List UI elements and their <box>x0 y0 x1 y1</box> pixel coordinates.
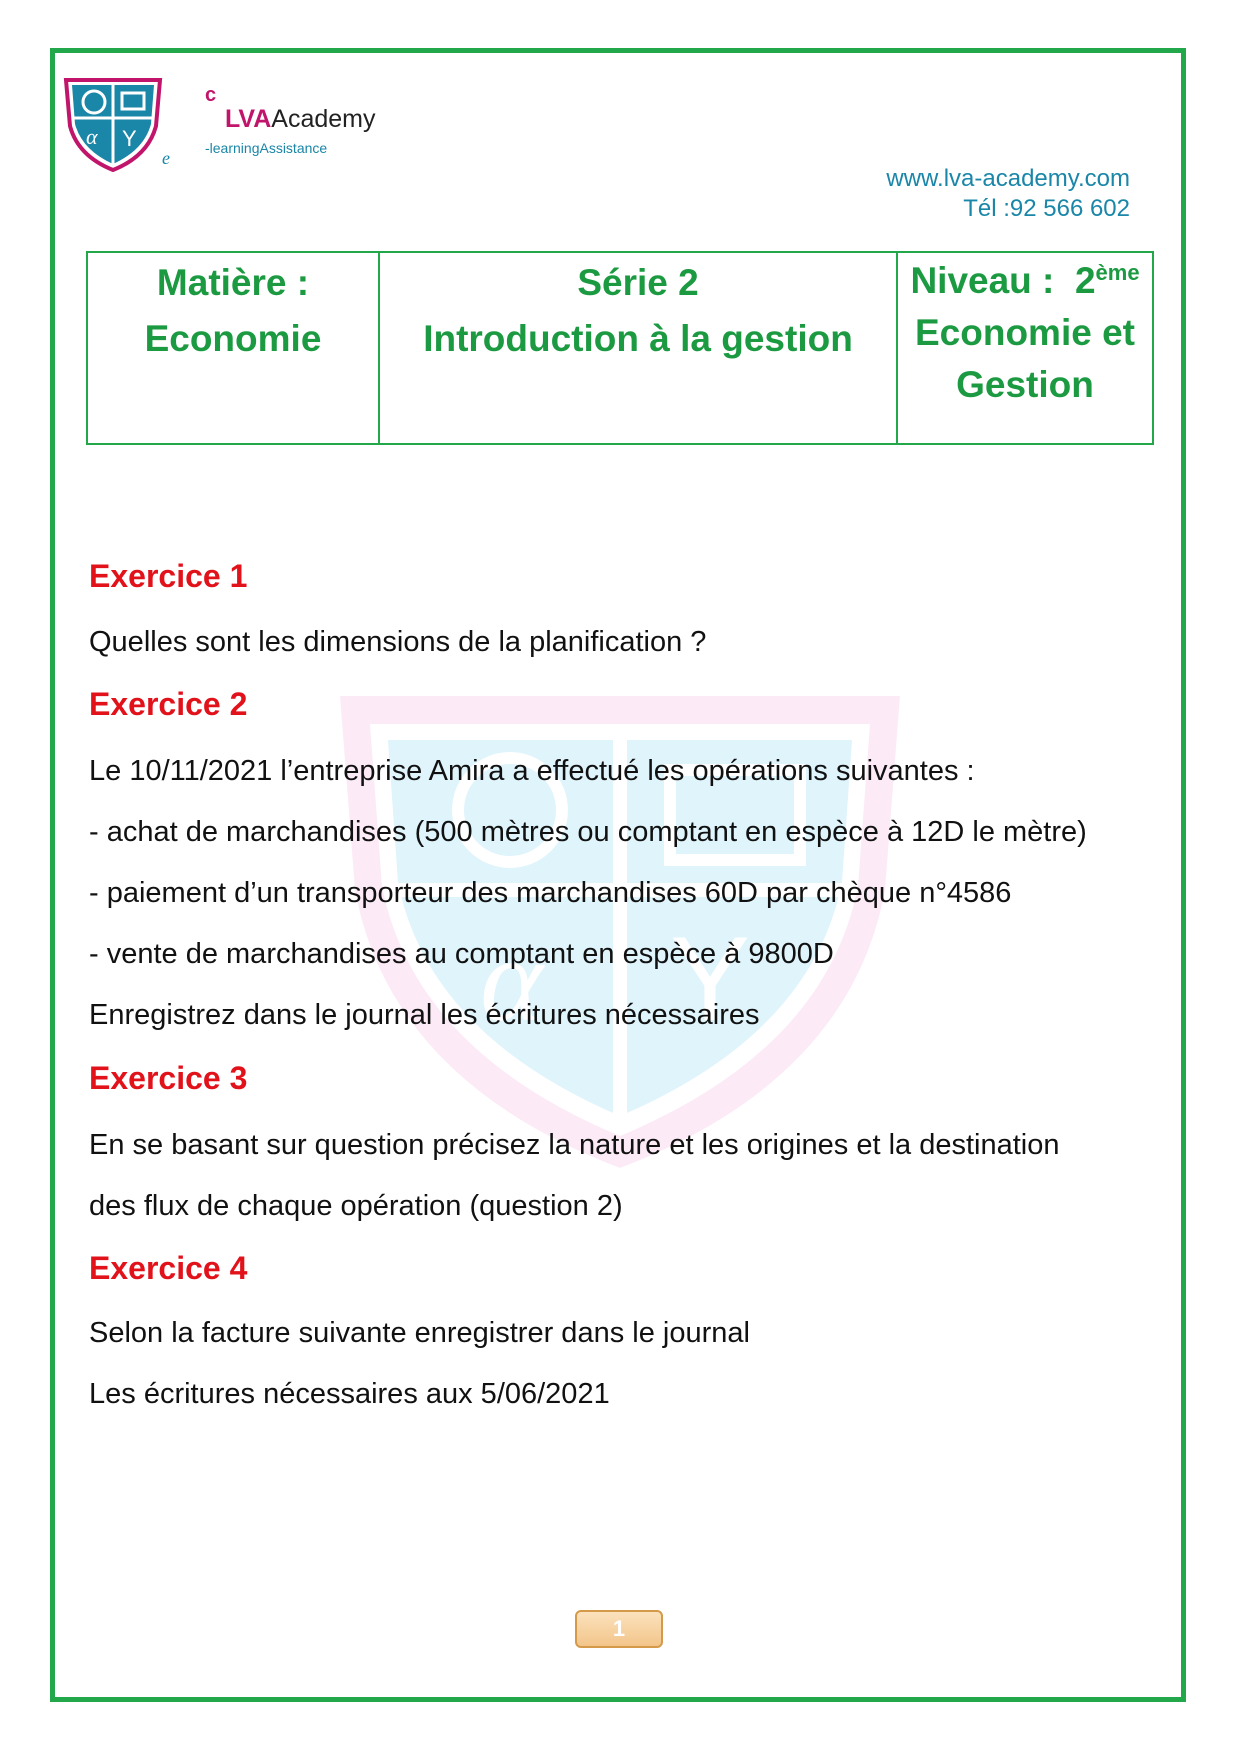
level-line1 <box>898 255 1152 307</box>
series-label: Série 2 <box>577 262 699 303</box>
level-cell <box>898 253 1152 443</box>
exercise-2-line-1: Le 10/11/2021 l’entreprise Amira a effectué les opérations suivantes : <box>89 755 975 787</box>
level-number: 2 <box>1074 260 1096 301</box>
lva-logo-icon <box>58 76 168 172</box>
exercise-4-line-1: Selon la facture suivante enregistrer dans le journal <box>89 1317 750 1349</box>
exercise-2-line-3: - paiement d’un transporteur des marchandises 60D par chèque n°4586 <box>89 877 1012 909</box>
series-cell <box>380 253 898 443</box>
brand-lva: LVA <box>225 105 272 133</box>
svg-text:Y: Y <box>670 912 751 1046</box>
website-link[interactable]: www.lva-academy.com <box>886 165 1130 192</box>
series-title: Introduction à la gestion <box>423 318 853 359</box>
brand-academy: Academy <box>271 105 376 133</box>
brand-c: c <box>205 84 217 106</box>
exercise-4-title: Exercice 4 <box>89 1250 248 1286</box>
subject-label: Matière : <box>156 262 310 303</box>
exercise-1-line-1: Quelles sont les dimensions de la planification ? <box>89 626 707 658</box>
level-label: Niveau : <box>910 260 1055 301</box>
page-number-badge: 1 <box>575 1610 663 1648</box>
brand-tagline: -learningAssistance <box>205 140 328 156</box>
contact-block <box>886 164 1130 224</box>
exercise-3-line-2: des flux de chaque opération (question 2) <box>89 1190 623 1222</box>
level-line2: Economie et <box>915 312 1135 353</box>
exercise-2-line-5: Enregistrez dans le journal les écritures nécessaires <box>89 999 760 1031</box>
exercise-2-line-2: - achat de marchandises (500 mètres ou comptant en espèce à 12D le mètre) <box>89 816 1087 848</box>
exercise-4-line-2: Les écritures nécessaires aux 5/06/2021 <box>89 1378 610 1410</box>
exercise-2-line-4: - vente de marchandises au comptant en espèce à 9800D <box>89 938 834 970</box>
exercise-3-line-1: En se basant sur question précisez la nature et les origines et la destination <box>89 1129 1060 1161</box>
brand-e: e <box>162 148 170 168</box>
header-table <box>86 251 1154 445</box>
level-suffix: ème <box>1095 260 1140 285</box>
exercise-3-title: Exercice 3 <box>89 1060 248 1096</box>
subject-cell <box>88 253 380 443</box>
svg-text:Y: Y <box>122 126 137 151</box>
phone-number: Tél :92 566 602 <box>963 195 1130 222</box>
brand-block <box>205 84 376 156</box>
svg-text:α: α <box>480 913 543 1046</box>
subject-value: Economie <box>144 318 322 359</box>
exercise-2-title: Exercice 2 <box>89 686 248 722</box>
exercise-1-title: Exercice 1 <box>89 558 248 594</box>
level-line3: Gestion <box>956 364 1094 405</box>
brand-name <box>225 105 376 134</box>
svg-text:α: α <box>86 124 98 149</box>
